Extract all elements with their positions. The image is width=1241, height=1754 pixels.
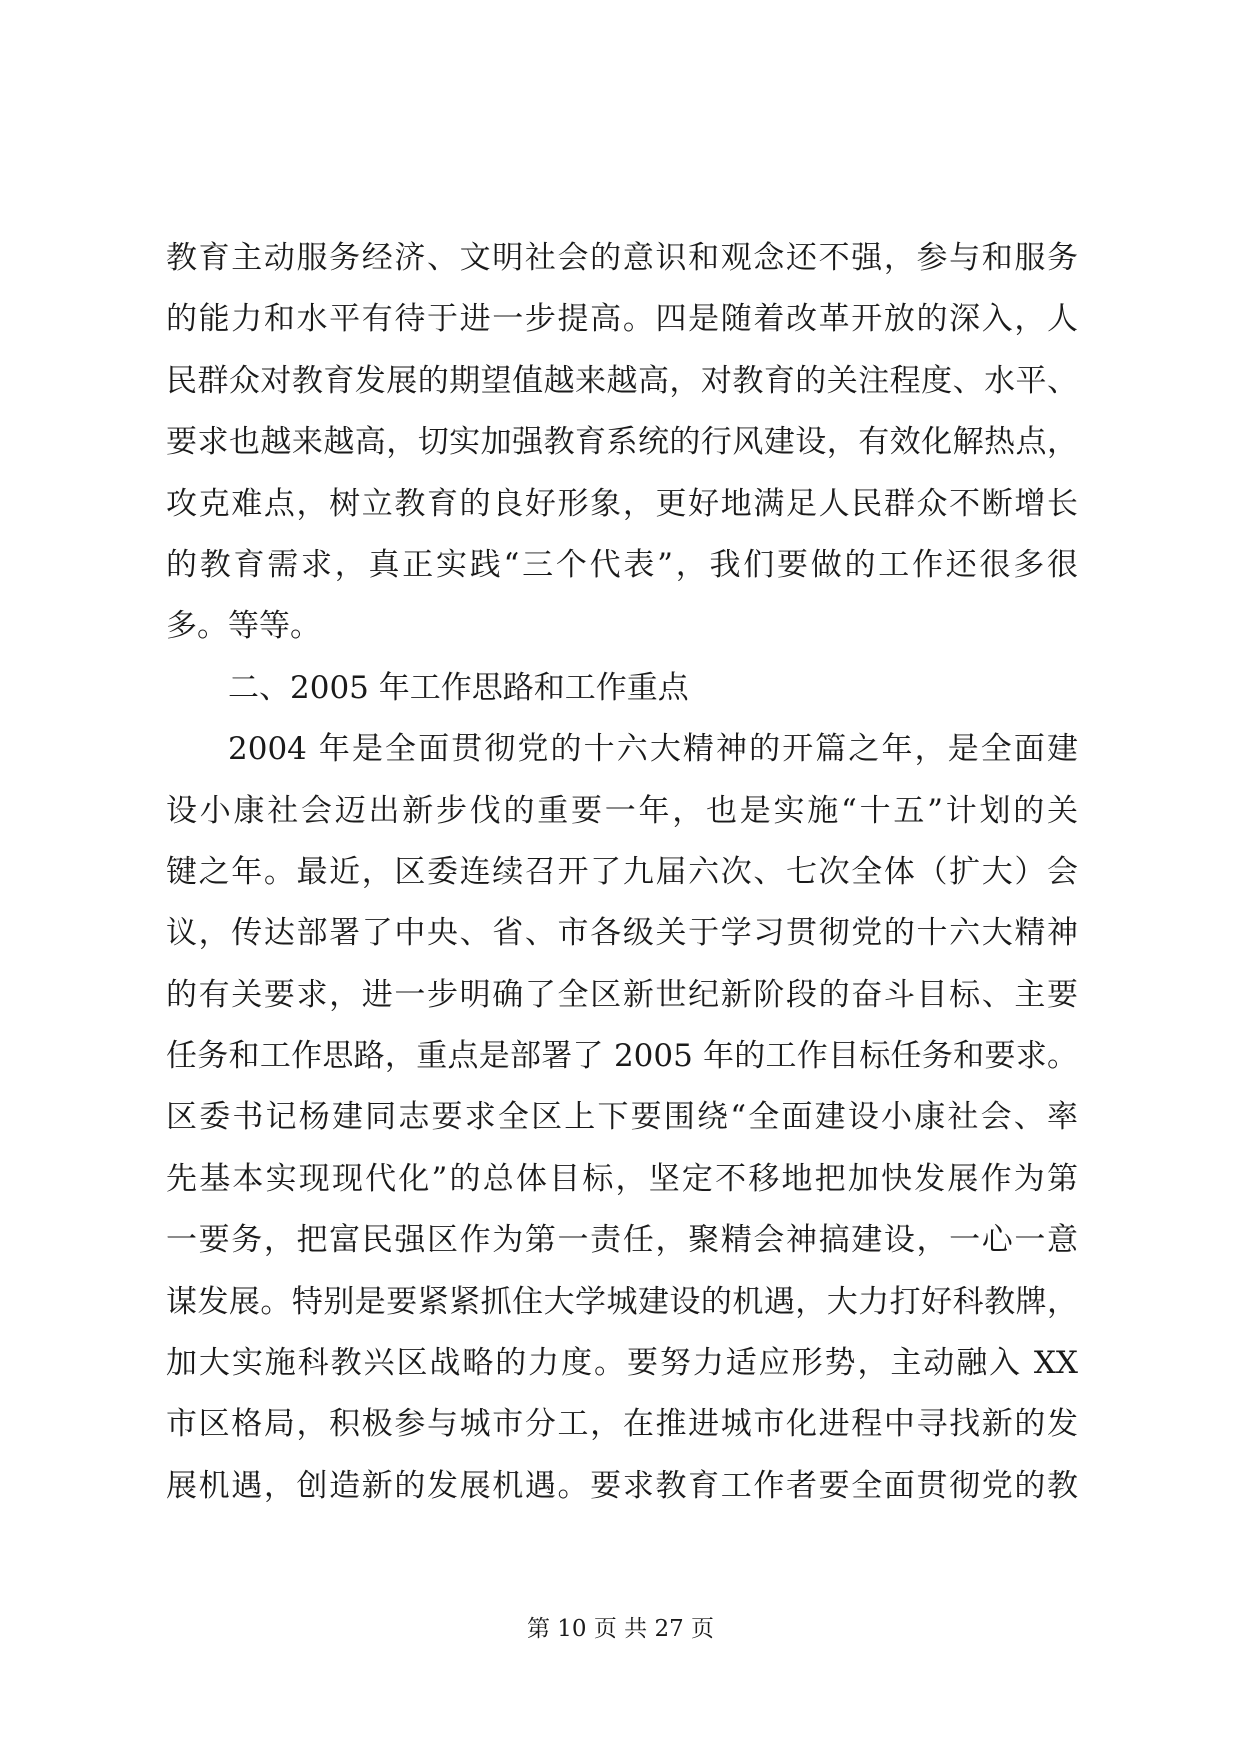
text-line: 一要务，把富民强区作为第一责任，聚精会神搞建设，一心一意 (166, 1222, 1078, 1259)
text-line: 加大实施科教兴区战略的力度。要努力适应形势，主动融入 XX (166, 1345, 1078, 1382)
text-line: 展机遇，创造新的发展机遇。要求教育工作者要全面贯彻党的教 (166, 1467, 1078, 1504)
text-line: 教育主动服务经济、文明社会的意识和观念还不强，参与和服务 (166, 240, 1078, 276)
text-line: 的有关要求，进一步明确了全区新世纪新阶段的奋斗目标、主要 (166, 976, 1078, 1013)
text-line: 市区格局，积极参与城市分工，在推进城市化进程中寻找新的发 (166, 1406, 1078, 1443)
text-line: 任务和工作思路，重点是部署了 2005 年的工作目标任务和要求。 (166, 1038, 1078, 1075)
text-line: 2004 年是全面贯彻党的十六大精神的开篇之年，是全面建 (228, 731, 1078, 768)
text-line: 的能力和水平有待于进一步提高。四是随着改革开放的深入，人 (166, 301, 1078, 338)
text-line: 先基本实现现代化”的总体目标，坚定不移地把加快发展作为第 (166, 1160, 1078, 1197)
text-line: 议，传达部署了中央、省、市各级关于学习贯彻党的十六大精神 (166, 915, 1078, 952)
text-line: 多。等等。 (166, 608, 321, 645)
text-line: 键之年。最近，区委连续召开了九届六次、七次全体（扩大）会 (166, 853, 1078, 890)
text-line: 攻克难点，树立教育的良好形象，更好地满足人民群众不断增长 (166, 485, 1078, 522)
text-line: 区委书记杨建同志要求全区上下要围绕“全面建设小康社会、率 (166, 1099, 1078, 1136)
text-line: 谋发展。特别是要紧紧抓住大学城建设的机遇，大力打好科教牌， (166, 1283, 1078, 1320)
page-footer: 第 10 页 共 27 页 (526, 1616, 715, 1642)
text-line: 要求也越来越高，切实加强教育系统的行风建设，有效化解热点， (166, 424, 1078, 461)
text-line: 的教育需求，真正实践“三个代表”，我们要做的工作还很多很 (166, 546, 1078, 583)
text-line: 设小康社会迈出新步伐的重要一年，也是实施“十五”计划的关 (166, 792, 1078, 829)
text-line: 二、2005 年工作思路和工作重点 (228, 669, 689, 706)
text-line: 民群众对教育发展的期望值越来越高，对教育的关注程度、水平、 (166, 362, 1078, 399)
body-text (166, 228, 1078, 1517)
